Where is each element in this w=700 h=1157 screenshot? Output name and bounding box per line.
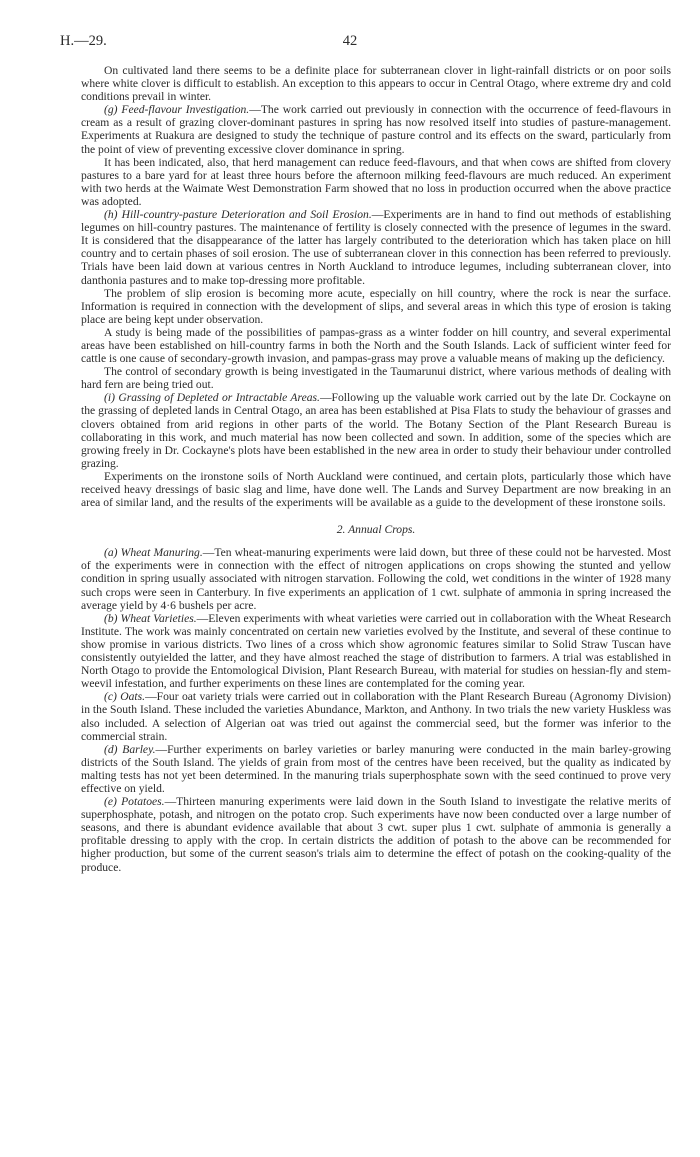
- paragraph: [81, 470, 671, 509]
- subsection-label: (c) Oats.: [104, 690, 146, 704]
- paragraph-text: —Eleven experiments with wheat varieties were carried out in collaboration with the Wheat Research Institute. The work was mainly concentrated on certain new varieties evolved by the Institute, and several of these continue to show promise in various districts. Two lines of a cross which show agronomic features similar to Solid Straw Tuscan have consistently outyielded the latter, and they have almost reached the stage of distribution to farmers. A trial was established in North Otago to provide the Entomological Division, Plant Research Bureau, with material for studies on hessian-fly and stem-weevil infestation, and further experiments on these lines are contemplated for the coming year.: [81, 611, 671, 691]
- page-header: [60, 33, 640, 53]
- paragraph: [81, 690, 671, 742]
- paragraph: [81, 795, 671, 874]
- paragraph: [81, 391, 671, 470]
- paragraph-text: —Following up the valuable work carried out by the late Dr. Cockayne on the grassing of depleted lands in Central Otago, an area has been established at Pisa Flats to study the behaviour of grasses and clovers obtained from arid regions in other parts of the world. The Botany Section of the Plant Research Bureau is collaborating in this work, and much material has now been collected and sown. In addition, some of the species which are growing freely in Dr. Cockayne's plots have been established in the new area in order to study their behaviour under controlled grazing.: [81, 391, 671, 470]
- page-body: [81, 64, 671, 874]
- subsection-label: (d) Barley.: [104, 742, 156, 756]
- paragraph: [81, 365, 671, 391]
- paragraph-text: —Experiments are in hand to find out methods of establishing legumes on hill-country pastures. The maintenance of fertility is closely connected with the presence of legumes in the sward. It is considered that the disappearance of the latter has largely contributed to the deterioration which has taken place on hill country and to certain phases of soil erosion. The use of subterranean clover in this connection has been referred to previously. Trials have been laid down at various centres in North Auckland to introduce legumes, including subterranean clover, into danthonia pastures and to make top-dressing more profitable.: [81, 208, 672, 287]
- paragraph: [81, 546, 671, 611]
- paragraph: [81, 743, 671, 795]
- paragraph-text: Experiments on the ironstone soils of North Auckland were continued, and certain plots, particularly those which have received heavy dressings of basic slag and lime, have done well. The Lands and Survey Department are now breaking in an area of similar land, and the results of the experiments will be available as a guide to the development of these ironstone soils.: [81, 469, 671, 510]
- paragraph-text: —Ten wheat-manuring experiments were laid down, but three of these could not be harvested. Most of the experiments were in connection with the effect of nitrogen applications on crops showing the stunted and yellow condition in spring usually associated with nitrogen starvation. Following the cold, wet conditions in the winter of 1928 many such crops were seen in Canterbury. In five experiments an application of 1 cwt. sulphate of ammonia in spring increased the average yield by 4·6 bushels per acre.: [81, 546, 671, 612]
- paragraph-text: —Further experiments on barley varieties or barley manuring were conducted in the main barley-growing districts of the South Island. The yields of grain from most of the centres have been received, but the quality as indicated by malting tests has not yet been determined. In the manuring trials superphosphate sown with the seed continued to prove very effective on yield.: [81, 742, 671, 795]
- paragraph-text: —Thirteen manuring experiments were laid down in the South Island to investigate the relative merits of superphosphate, potash, and nitrogen on the potato crop. Such experiments have now been conducted over a large number of seasons, and there is abundant evidence available that about 3 cwt. super plus 1 cwt. sulphate of ammonia is generally a profitable dressing to apply with the crop. In certain districts the addition of potash to the above can be recommended for higher production, but some of the current season's trials aim to determine the effect of potash on the cooking-quality of the produce.: [81, 795, 671, 874]
- subsection-label: (g) Feed-flavour Investigation.: [104, 103, 250, 117]
- paragraph-text: On cultivated land there seems to be a definite place for subterranean clover in light-rainfall districts or on poor soils where white clover is difficult to establish. An exception to this appears to occur in Central Otago, where extreme dry and cold conditions prevail in winter.: [81, 64, 671, 104]
- paragraph: [81, 612, 671, 691]
- section-heading: 2. Annual Crops.: [336, 523, 416, 537]
- subsection-label: (a) Wheat Manuring.: [104, 546, 203, 560]
- paragraph-text: The problem of slip erosion is becoming more acute, especially on hill country, where the rock is near the surface. Information is required in connection with the development of slips, and several areas in which this type of erosion is taking place are being kept under observation.: [81, 286, 671, 326]
- paragraph: [81, 103, 671, 155]
- paragraph-text: The control of secondary growth is being investigated in the Taumarunui district, where various methods of dealing with hard fern are being tried out.: [81, 365, 671, 392]
- paragraph: [81, 64, 671, 103]
- paragraph: [81, 326, 671, 365]
- paragraph: [81, 156, 671, 208]
- subsection-label: (h) Hill-country-pasture Deterioration and Soil Erosion.: [104, 208, 372, 222]
- paragraph: [81, 287, 671, 326]
- subsection-label: (e) Potatoes.: [104, 795, 165, 809]
- paragraph-text: —Four oat variety trials were carried out in collaboration with the Plant Research Bureau (Agronomy Division) in the South Island. These included the varieties Abundance, Markton, and Anthony. In two trials the new variety Huskless was also included. A selection of Algerian oat was tried out against the commercial seed, but the former was inferior to the commercial strain.: [81, 690, 671, 743]
- document-reference: H.—29.: [60, 33, 107, 49]
- subsection-label: (i) Grassing of Depleted or Intractable Areas.: [104, 391, 320, 405]
- page-number: 42: [342, 33, 358, 49]
- paragraph-text: —The work carried out previously in connection with the occurrence of feed-flavours in cream as a result of grazing clover-dominant pastures in spring has now resolved itself into studies of pasture-management. Experiments at Ruakura are designed to study the technique of pasture control and its effects on the sward, particularly from the point of view of preventing excessive clover dominance in spring.: [81, 103, 671, 156]
- paragraph-text: A study is being made of the possibilities of pampas-grass as a winter fodder on hill country, and several experimental areas have been established on hill-country farms in both the North and the South Islands. Lack of sufficient winter feed for cattle is one cause of secondary-growth invasion, and pampas-grass may prove a valuable means of making up the deficiency.: [81, 325, 671, 366]
- paragraph: [81, 208, 671, 287]
- paragraph-text: It has been indicated, also, that herd management can reduce feed-flavours, and that when cows are shifted from clovery pastures to a bare yard for at least three hours before the afternoon milking feed-flavours are much reduced. An experiment with two herds at the Waimate West Demonstration Farm showed that no loss in production occurred when the above practice was adopted.: [81, 155, 671, 208]
- subsection-label: (b) Wheat Varieties.: [104, 611, 197, 625]
